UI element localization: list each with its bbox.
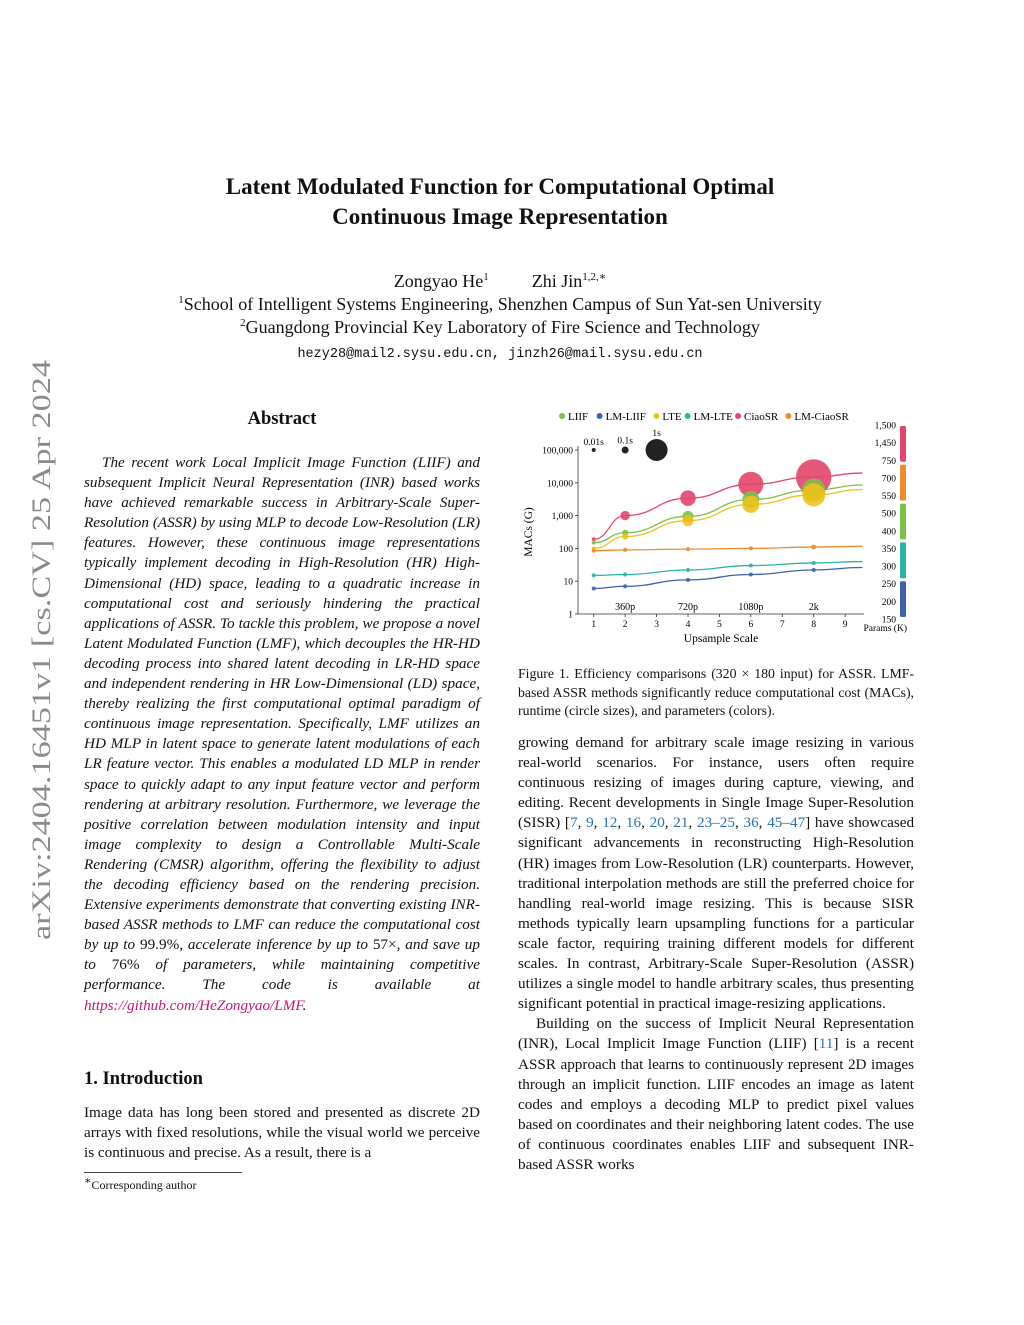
colorbar-tick-9: 250 xyxy=(881,580,896,591)
legend-label-0: LIIF xyxy=(568,411,589,423)
bubble-lm-liif-0 xyxy=(592,586,596,590)
citation-16[interactable]: 16 xyxy=(625,814,642,832)
p1-text-b: ] have showcased significant advancements in reconstructing High-Resolution (HR) images from Low-Resolution (LR) counterparts. However, traditional interpolation methods are still the preferred choice for handling real-world image resizing. This is because SISR methods typically learn upsampling functions for a particular scale factor, requiring training different models for different scales. In contrast, Arbitrary-Scale Super-Resolution (ASSR) utilizes a single model to handle arbitrary scales, thus presenting significant potential in practical image-resizing applications. xyxy=(518,814,915,1013)
y-tick-label-3: 1,000 xyxy=(551,512,573,523)
chart-overlay xyxy=(584,429,819,613)
bubble-lm-liif-3 xyxy=(749,573,753,577)
colorbar-tick-2: 750 xyxy=(881,456,896,467)
x-tick-label-4: 5 xyxy=(717,620,722,630)
citation-9[interactable]: 9 xyxy=(586,814,594,832)
paragraph-2 xyxy=(518,1014,914,1175)
colorbar-tick-11: 150 xyxy=(881,615,896,626)
legend-marker-4 xyxy=(735,413,741,419)
colorbar-tick-0: 1,500 xyxy=(874,421,896,432)
legend-marker-1 xyxy=(597,413,603,419)
bubble-lm-ciaosr-2 xyxy=(686,547,690,551)
x-axis-title: Upsample Scale xyxy=(683,633,759,645)
p2-text-b: ] is a recent ASSR approach that learns to continuously represent 2D images through an implicit function. LIIF encodes an image as latent codes and employs a decoding MLP to predict pixel values based on coordinates and their neighboring latent codes. The use of continuous coordinates enables LIIF and subsequent INR-based ASSR works xyxy=(518,1035,914,1173)
abstract-heading: Abstract xyxy=(247,409,317,429)
footnote xyxy=(84,1175,197,1193)
resolution-label-2: 1080p xyxy=(738,602,764,613)
x-tick-label-6: 7 xyxy=(779,620,785,630)
intro-body: Image data has long been stored and presented as discrete 2D arrays with fixed resolutions, while the visual world we perceive is continuous and precise. As a result, there is a xyxy=(84,1104,480,1162)
runtime-legend-circle-0 xyxy=(592,448,596,452)
colorbar-tick-1: 1,450 xyxy=(874,439,896,450)
abstract-text-a: The recent work Local Implicit Image Function (LIIF) and subsequent Implicit Neural Representation (INR) based works have achieved remarkable success in Arbitrary-Scale Super-Resolution (ASSR) by using MLP to decode Low-Resolution (LR) features. However, these continuous image representations typically implement decoding in High-Resolution (HR) High-Dimensional (HD) space, leading to a quadratic increase in computational cost and seriously hindering the practical applications of ASSR. To tackle this problem, we propose a novel Latent Modulated Function (LMF), which decouples the HR-HD decoding process into shared latent decoding in LR-HD space and independent rendering in HR Low-Dimensional (LD) space, thereby realizing the first computational optimal paradigm of continuous image representation. Specifically, LMF utilizes an HD MLP in latent space to generate latent modulations of each LR feature vector. This enables a modulated LD MLP in render space to quickly adapt to any input feature vector and perform rendering at arbitrary resolution. Furthermore, we leverage the positive correlation between modulation intensity and input image complexity to design a Controllable Multi-Scale Rendering (CMSR) algorithm, offering the flexibility to adjust the decoding efficiency based on the rendering precision. Extensive experiments demonstrate that converting existing INR-based ASSR methods to LMF can reduce the computational cost by up to xyxy=(84,454,480,954)
colorbar-segment-4 xyxy=(900,581,906,617)
colorbar-tick-7: 350 xyxy=(881,544,896,555)
colorbar-segment-3 xyxy=(900,542,906,578)
affiliation-2 xyxy=(0,316,1000,339)
bubble-lm-ciaosr-3 xyxy=(749,546,753,550)
title-line-2: Continuous Image Representation xyxy=(332,204,668,229)
affil-2-text: Guangdong Provincial Key Laboratory of Fire Science and Technology xyxy=(245,317,760,337)
citation-21[interactable]: 21 xyxy=(673,814,689,832)
p1-text-a: growing demand for arbitrary scale image resizing in various real-world scenarios. For instance, users often require continuous resizing of images during capture, viewing, and editing. Recent developments in Single Image Super-Resolution (SISR) [ xyxy=(518,734,914,832)
abstract-pct-1: 99.9% xyxy=(139,936,180,954)
legend-marker-0 xyxy=(559,413,565,419)
abstract-text-b: , accelerate inference by up to xyxy=(179,936,373,954)
colorbar-tick-10: 200 xyxy=(881,597,896,608)
bubble-lm-lte-2 xyxy=(686,568,690,572)
bubble-ciaosr-2 xyxy=(680,490,696,506)
code-link[interactable]: https://github.com/HeZongyao/LMF xyxy=(84,996,303,1014)
x-tick-label-8: 9 xyxy=(842,620,848,630)
citation-36[interactable]: 36 xyxy=(743,814,759,832)
paragraph-1: growing demand for arbitrary scale image resizing in various real-world scenarios. For instance, users often require continuous resizing of images during capture, viewing, and editing. Recent developments in Single Image Super-Resolution (SISR) [7, 9, 12, 16, 20, 21, 23–25, 36, 45–47] have showcased significant advancements in reconstructing High-Resolution (HR) images from Low-Resolution (LR) counterparts. However, traditional interpolation methods are still the preferred choice for handling real-world image resizing. This is because SISR methods typically learn upsampling functions for a particular scale factor, requiring training different models for different scales. In contrast, Arbitrary-Scale Super-Resolution (ASSR) utilizes a single model to handle arbitrary scales, thus presenting significant potential in practical image-resizing applications. xyxy=(518,734,915,1013)
footnote-text: Corresponding author xyxy=(91,1178,197,1192)
runtime-legend-label-2: 1s xyxy=(652,429,661,439)
citation-45-47[interactable]: 45–47 xyxy=(767,814,806,832)
bubble-lm-ciaosr-0 xyxy=(592,549,596,553)
colorbar-segment-1 xyxy=(900,465,906,501)
bubble-lm-liif-1 xyxy=(623,584,627,588)
author-2: Zhi Jin xyxy=(531,271,583,291)
legend-marker-2 xyxy=(653,413,659,419)
colorbar-tick-6: 400 xyxy=(881,527,896,538)
chart-legend xyxy=(559,411,849,423)
bubble-lm-ciaosr-1 xyxy=(623,548,627,552)
author-1: Zongyao He xyxy=(393,271,484,291)
y-tick-label-2: 100 xyxy=(558,544,573,555)
runtime-legend-label-1: 0.1s xyxy=(617,436,633,447)
paper-title xyxy=(0,172,1000,232)
x-tick-label-5: 6 xyxy=(748,620,754,630)
x-tick-label-1: 2 xyxy=(622,620,628,630)
author-names xyxy=(0,270,1000,293)
arxiv-stamp-text: arXiv:2404.16451v1 [cs.CV] 25 Apr 2024 xyxy=(27,499,56,940)
params-colorbar xyxy=(863,422,907,635)
p2-text-a: Building on the success of Implicit Neural Representation (INR), Local Implicit Image Function (LIIF) [ xyxy=(518,1015,914,1053)
resolution-label-3: 2k xyxy=(808,602,819,613)
citation-12[interactable]: 12 xyxy=(602,814,618,832)
abstract-text-e: . xyxy=(302,996,307,1014)
curve-lm-liif xyxy=(594,568,863,589)
citation-11[interactable]: 11 xyxy=(818,1035,834,1053)
colorbar-tick-8: 300 xyxy=(881,562,896,573)
author-2-sup: 1,2,∗ xyxy=(582,271,607,283)
footnote-rule xyxy=(84,1172,242,1173)
y-tick-label-1: 10 xyxy=(563,577,573,588)
efficiency-chart xyxy=(518,405,914,645)
citation-20[interactable]: 20 xyxy=(649,814,665,832)
author-emails: hezy28@mail2.sysu.edu.cn, jinzh26@mail.sysu.edu.cn xyxy=(297,347,703,362)
colorbar-tick-4: 550 xyxy=(881,492,896,503)
curve-lm-lte xyxy=(594,562,863,576)
legend-label-1: LM-LIIF xyxy=(605,411,646,423)
abstract-text-d: of parameters, while maintaining competitive performance. The code is available at xyxy=(84,956,480,994)
legend-label-5: LM-CiaoSR xyxy=(794,411,849,423)
legend-label-2: LTE xyxy=(662,411,682,423)
x-tick-label-7: 8 xyxy=(811,620,817,630)
colorbar-segment-2 xyxy=(900,504,906,540)
abstract-speedup: 57× xyxy=(372,936,397,954)
runtime-legend-circle-1 xyxy=(622,447,629,454)
bubble-lte-3 xyxy=(742,496,759,513)
y-tick-label-5: 100,000 xyxy=(542,446,573,457)
footnote-mark: ∗ xyxy=(84,1175,92,1187)
legend-marker-5 xyxy=(785,413,791,419)
affiliation-1 xyxy=(0,293,1000,316)
abstract-text-c: , and save up to xyxy=(84,936,480,974)
citation-7[interactable]: 7 xyxy=(569,814,578,832)
abstract-pct-2: 76% xyxy=(111,956,140,974)
intro-heading: 1. Introduction xyxy=(84,1069,203,1089)
resolution-label-0: 360p xyxy=(615,602,636,613)
bubble-ciaosr-1 xyxy=(620,511,629,520)
legend-label-3: LM-LTE xyxy=(693,411,733,423)
bubble-lm-lte-1 xyxy=(623,573,627,577)
figure-caption: Figure 1. Efficiency comparisons (320 × 180 input) for ASSR. LMF-based ASSR methods significantly reduce computational cost (MACs), runtime (circle sizes), and parameters (colors). xyxy=(518,666,914,719)
bubble-lm-ciaosr-4 xyxy=(811,545,816,550)
colorbar-tick-3: 700 xyxy=(881,474,896,485)
author-1-sup: 1 xyxy=(483,271,489,283)
bubble-lm-liif-4 xyxy=(812,568,816,572)
legend-marker-3 xyxy=(685,413,691,419)
x-tick-label-2: 3 xyxy=(654,620,659,630)
right-column-body xyxy=(518,733,914,1175)
bubble-lm-lte-3 xyxy=(749,564,753,568)
x-tick-label-3: 4 xyxy=(685,620,691,630)
bubble-lm-lte-4 xyxy=(812,561,816,565)
bubble-lm-lte-0 xyxy=(592,573,596,577)
runtime-legend-circle-2 xyxy=(646,439,668,461)
colorbar-title: Params (K) xyxy=(863,624,907,634)
affil-1-text: School of Intelligent Systems Engineering, Shenzhen Campus of Sun Yat-sen University xyxy=(183,294,822,314)
colorbar-tick-5: 500 xyxy=(881,509,896,520)
runtime-legend-label-0: 0.01s xyxy=(583,438,604,448)
legend-label-4: CiaoSR xyxy=(744,411,779,423)
curve-lm-ciaosr xyxy=(594,546,863,550)
bubble-lte-1 xyxy=(622,533,628,539)
arxiv-side-stamp xyxy=(14,355,66,945)
affil-2-sup: 2 xyxy=(240,317,246,329)
y-tick-label-4: 10,000 xyxy=(546,479,573,490)
colorbar-segment-0 xyxy=(900,426,906,462)
affil-1-sup: 1 xyxy=(178,294,184,306)
x-tick-label-0: 1 xyxy=(591,620,597,630)
bubble-lm-liif-2 xyxy=(686,578,690,582)
y-axis-title: MACs (G) xyxy=(523,507,535,557)
resolution-label-1: 720p xyxy=(678,602,698,613)
citation-23-25[interactable]: 23–25 xyxy=(697,814,735,832)
y-tick-label-0: 1 xyxy=(568,610,573,621)
bubble-liif-0 xyxy=(592,541,596,545)
title-line-1: Latent Modulated Function for Computational Optimal xyxy=(225,174,775,199)
abstract-body xyxy=(84,453,480,1016)
bubble-lte-4 xyxy=(802,483,825,506)
bubble-lte-2 xyxy=(683,515,694,526)
author-block xyxy=(0,270,1000,366)
